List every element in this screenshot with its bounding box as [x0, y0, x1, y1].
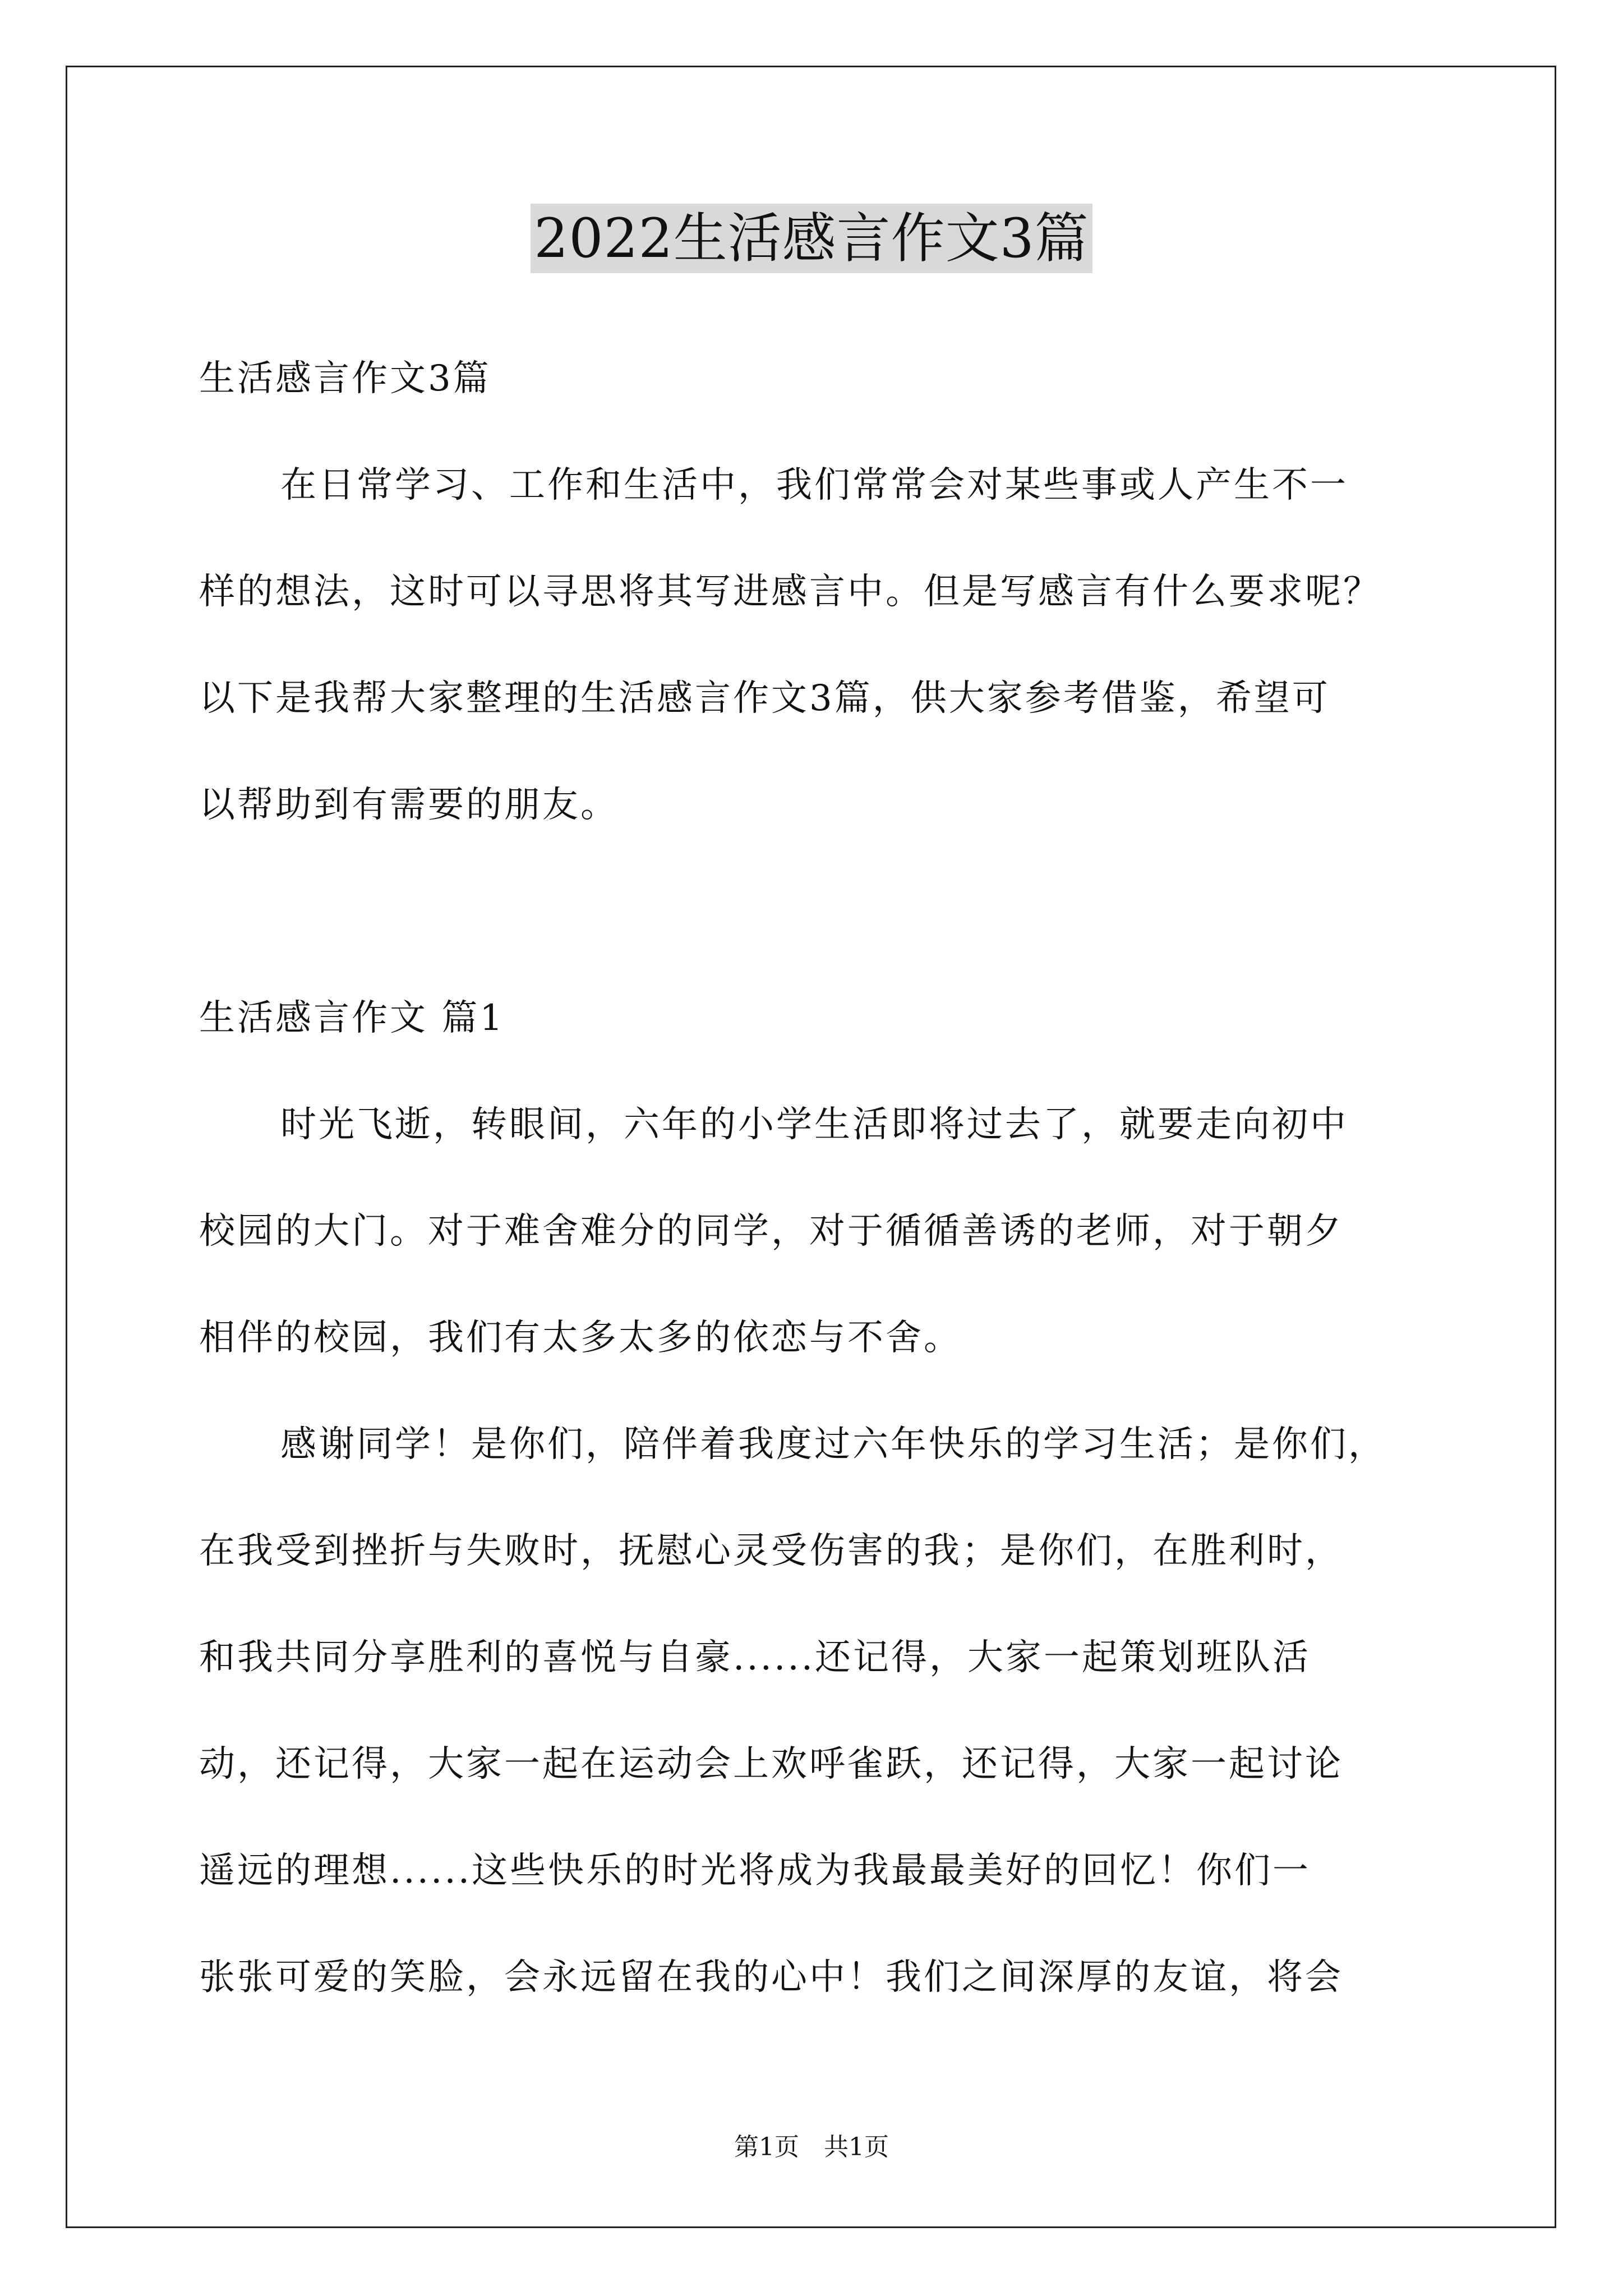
section-heading: 生活感言作文 篇1	[199, 997, 505, 1039]
paragraph2-line-4: 动，还记得，大家一起在运动会上欢呼雀跃，还记得，大家一起讨论	[199, 1743, 1343, 1785]
intro-line-1: 在日常学习、工作和生活中，我们常常会对某些事或人产生不一	[280, 464, 1348, 506]
document-title	[0, 202, 1623, 275]
paragraph1-line-1: 时光飞逝，转眼间，六年的小学生活即将过去了，就要走向初中	[280, 1104, 1348, 1145]
intro-line-3: 以下是我帮大家整理的生活感言作文3篇，供大家参考借鉴，希望可	[199, 678, 1330, 719]
document-subtitle: 生活感言作文3篇	[199, 358, 491, 399]
intro-line-2: 样的想法，这时可以寻思将其写进感言中。但是写感言有什么要求呢？	[199, 571, 1381, 613]
page-footer	[0, 2131, 1623, 2164]
paragraph1-line-2: 校园的大门。对于难舍难分的同学，对于循循善诱的老师，对于朝夕	[199, 1211, 1343, 1252]
paragraph1-line-3: 相伴的校园，我们有太多太多的依恋与不舍。	[199, 1317, 962, 1359]
document-title-text: 2022生活感言作文3篇	[531, 204, 1092, 273]
paragraph2-line-6: 张张可爱的笑脸，会永远留在我的心中！我们之间深厚的友谊，将会	[199, 1957, 1343, 1998]
paragraph2-line-2: 在我受到挫折与失败时，抚慰心灵受伤害的我；是你们，在胜利时，	[199, 1530, 1343, 1572]
paragraph2-line-3: 和我共同分享胜利的喜悦与自豪......还记得，大家一起策划班队活	[199, 1637, 1311, 1678]
paragraph2-line-1: 感谢同学！是你们，陪伴着我度过六年快乐的学习生活；是你们，	[280, 1424, 1386, 1465]
page-number-label: 第1页 共1页	[734, 2133, 889, 2161]
intro-line-4: 以帮助到有需要的朋友。	[199, 784, 619, 826]
paragraph2-line-5: 遥远的理想......这些快乐的时光将成为我最最美好的回忆！你们一	[199, 1850, 1311, 1892]
